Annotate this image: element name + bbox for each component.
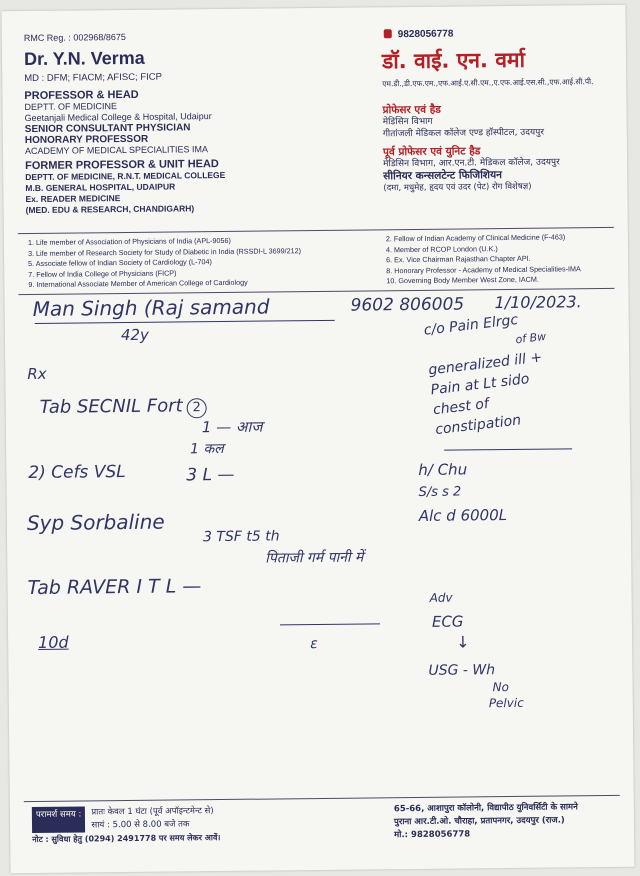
medicine-2: 2) Cefs VSL (28, 462, 126, 484)
medicine-1 (40, 395, 207, 420)
doctor-name-hi: डॉ. वाई. एन. वर्मा (381, 47, 526, 74)
complaint-line: constipation (434, 412, 522, 439)
mb-hospital: M.B. GENERAL HOSPITAL, UDAIPUR (25, 181, 176, 194)
dept2-hi: मेडिसिन विभाग, आर.एन.टी. मेडिकल कॉलेज, उदयपुर (383, 157, 560, 170)
address-2: पुराना आर.टी.ओ. चौराहा, प्रतापनगर, उदयपुर (राज.) (393, 815, 565, 828)
footer-note: नोट : सुविधा हेतु (0294) 2491778 पर समय लेकर आवें। (32, 833, 221, 845)
fellowship-item: 7. Fellow of India College of Physicians (FICP) (28, 268, 177, 279)
college1-hi: गीतांजली मेडिकल कॉलेज एण्ड हॉस्पीटल, उदयपुर (382, 127, 545, 140)
fellowship-item: 5. Associate fellow of Indian Society of Cardiology (L-704) (28, 257, 212, 269)
phone-icon (384, 29, 392, 38)
medicine-3: Syp Sorbaline (26, 509, 165, 536)
med-edu: (MED. EDU & RESEARCH, CHANDIGARH) (25, 203, 195, 216)
timing-1: प्रातः केवल 1 घंटा (पूर्व अपॉइन्टमेन्ट से) (91, 806, 214, 818)
advice-label: Adv (429, 590, 453, 605)
phone-number: 9828056778 (397, 28, 454, 41)
phone-header (384, 29, 454, 41)
fellowship-item: 2. Fellow of Indian Academy of Clinical Medicine (F-463) (385, 232, 566, 244)
title2-hi: पूर्व प्रोफेसर एवं युनिट हैड (382, 145, 481, 159)
title3-hi: सीनियर कन्सलटेन्ट फिजिशियन (383, 169, 503, 183)
college-geetanjali: Geetanjali Medical College & Hospital, Udaipur (24, 111, 212, 124)
honorary-professor: HONORARY PROFESSOR (24, 133, 149, 147)
mobile: मो.: 9828056778 (394, 829, 471, 841)
fellowship-item: 1. Life member of Association of Physicians of India (APL-9056) (27, 235, 231, 248)
complaint-line: Pain at Lt sido (429, 371, 531, 399)
complaint-line: chest of (432, 395, 490, 419)
senior-consultant: SENIOR CONSULTANT PHYSICIAN (24, 122, 191, 136)
rx-symbol: Rx (27, 364, 47, 384)
fellowship-item: 6. Ex. Vice Chairman Rajasthan Chapter API. (386, 253, 531, 265)
degrees-en: MD : DFM; FIACM; AFISC; FICP (24, 71, 163, 85)
fellowship-item: 4. Member of RCOP London (U.K.) (385, 243, 498, 254)
advice-usg: USG - Wh (428, 662, 496, 679)
fellowships-left (28, 235, 302, 291)
mark: ε (310, 636, 318, 653)
address-1: 65-66, आशापुरा कॉलोनी, विद्यापीठ युनिवर्सिटी के सामने (393, 802, 578, 815)
rmc-reg: RMC Reg. : 002968/8675 (23, 31, 126, 44)
arrow-down-icon: ↓ (456, 632, 470, 652)
academy-ima: ACADEMY OF MEDICAL SPECIALITIES IMA (24, 144, 209, 157)
history-1: h/ Chu (418, 460, 468, 479)
medicine-1-name: Tab SECNIL Fort (39, 395, 183, 418)
former-professor: FORMER PROFESSOR & UNIT HEAD (25, 158, 219, 173)
advice-usg-3: Pelvic (488, 695, 524, 711)
complaint-line: generalized ill + (427, 349, 543, 379)
medicine-4: Tab RAVER I T L — (27, 575, 202, 600)
spec-hi: (दमा, मधुमेह, हृदय एवं उदर (पेट) रोग विशेषज्ञ) (383, 181, 532, 194)
complaints-underline (444, 448, 572, 450)
medicine-1-qty: 2 (187, 398, 207, 418)
patient-age: 42y (120, 325, 149, 345)
doctor-name-en: Dr. Y.N. Verma (23, 47, 145, 70)
advice-ecg: ECG (431, 612, 464, 631)
patient-phone: 9602 806005 (350, 294, 465, 316)
title-professor-head: PROFESSOR & HEAD (24, 88, 139, 103)
left-credentials (24, 89, 225, 216)
dept-rnt: DEPTT. OF MEDICINE, R.N.T. MEDICAL COLLEGE (25, 169, 226, 183)
degrees-hi: एम.डी.,डी.एफ.एम.,एफ.आई.ए.सी.एम.,ए.एफ.आई.एस.सी.,एफ.आई.सी.पी. (382, 77, 594, 89)
prescription-paper (2, 5, 635, 873)
complaint-line: of Bw (514, 329, 547, 347)
med4-underline (280, 623, 380, 625)
advice-usg-2: No (492, 680, 510, 695)
consult-label: परामर्श समय : (32, 806, 86, 833)
medicine-3-note: पिताजी गर्म पानी में (265, 549, 364, 567)
complaint-line: c/o Pain Elrgc (422, 311, 519, 339)
fellowship-item: 10. Governing Body Member West Zone, IACM. (386, 275, 539, 286)
right-credentials (382, 102, 560, 194)
medicine-1-dose: 1 — आज (201, 417, 263, 437)
fellowships-right (386, 232, 581, 287)
dept-medicine: DEPTT. OF MEDICINE (24, 101, 118, 113)
chief-complaints (423, 307, 557, 440)
visit-date: 1/10/2023. (494, 292, 582, 313)
clinic-address (394, 801, 578, 842)
consult-timing (32, 805, 221, 846)
medicine-3-dose: 3 TSF t5 th (202, 528, 280, 546)
medicine-1-dose2: 1 कल (190, 440, 224, 458)
patient-name: Man Singh (Raj samand (32, 294, 270, 321)
medicine-2-dose: 3 L — (186, 464, 235, 486)
duration: 10d (38, 632, 69, 652)
fellowship-item: 3. Life member of Research Society for Study of Diabetic in India (RSSDI-L 3699/212) (27, 245, 302, 258)
fellowship-item: 8. Honorary Professor - Academy of Medical Specialities-IMA (386, 264, 581, 276)
history-2: S/s s 2 (418, 484, 462, 500)
ex-reader: Ex. READER MEDICINE (25, 193, 121, 205)
timing-2: सायं : 5.00 से 8.00 बजे तक (91, 819, 190, 831)
fellowship-item: 9. International Associate Member of American College of Cardiology (28, 278, 248, 290)
title1-hi: प्रोफेसर एवं हैड (382, 103, 441, 117)
dept1-hi: मेडिसिन विभाग (382, 116, 433, 128)
history-3: Alc d 6000L (418, 506, 508, 525)
